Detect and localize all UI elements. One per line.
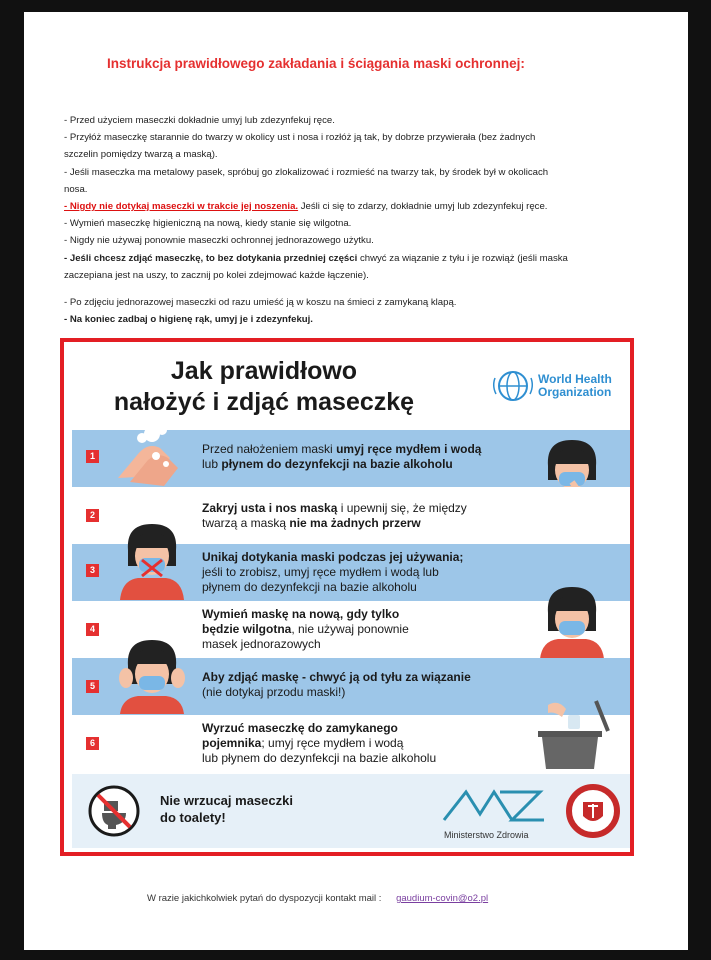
woman-no-touch-icon bbox=[116, 518, 188, 600]
instruction-line: - Nigdy nie używaj ponownie maseczki ochronnej jednorazowego użytku. bbox=[64, 235, 374, 247]
who-name-line: World Health bbox=[538, 372, 612, 386]
step-text-part: , nie używaj ponownie bbox=[291, 622, 409, 636]
contact-email-link[interactable]: gaudium-covin@o2.pl bbox=[396, 893, 489, 904]
who-name-line: Organization bbox=[538, 385, 612, 399]
step-text-part: płynem do dezynfekcji na bazie alkoholu bbox=[202, 580, 417, 594]
who-logo bbox=[492, 368, 612, 404]
step-text-bold: Wyrzuć maseczkę do zamykanego bbox=[202, 721, 398, 735]
poster-footer bbox=[72, 774, 630, 848]
step-text-part: ; umyj ręce mydłem i wodą bbox=[261, 736, 404, 750]
instruction-line: - Przed użyciem maseczki dokładnie umyj lub zdezynfekuj ręce. bbox=[64, 115, 335, 126]
contact-text: W razie jakichkolwiek pytań do dyspozycji kontakt mail : bbox=[147, 893, 382, 904]
step-number: 2 bbox=[86, 509, 99, 522]
woman-wet-mask-icon bbox=[532, 583, 612, 659]
document-title: Instrukcja prawidłowego zakładania i ściągania maski ochronnej: bbox=[107, 56, 525, 71]
step-text bbox=[202, 550, 463, 595]
step-text bbox=[202, 721, 436, 766]
step-text-bold: Zakryj usta i nos maską bbox=[202, 501, 338, 515]
step-text-part: twarzą a maską bbox=[202, 516, 290, 530]
poster-title-line: nałożyć i zdjąć maseczkę bbox=[113, 388, 415, 416]
no-toilet-icon bbox=[86, 783, 142, 839]
step-text-part: jeśli to zrobisz, umyj ręce mydłem i wodą lub bbox=[202, 565, 439, 579]
step-number: 6 bbox=[86, 737, 99, 750]
instruction-line: - Jeśli maseczka ma metalowy pasek, spróbuj go zlokalizować i rozmieść na twarzy tak, by środek był w okolicach bbox=[64, 166, 549, 178]
step-text-bold: płynem do dezynfekcji na bazie alkoholu bbox=[221, 457, 453, 471]
step-text-part: i upewnij się, że między bbox=[337, 501, 467, 515]
step-text bbox=[202, 670, 471, 700]
step-number: 1 bbox=[86, 450, 99, 463]
who-name bbox=[538, 373, 612, 399]
who-poster bbox=[60, 338, 634, 856]
poster-title-line: Jak prawidłowo bbox=[170, 357, 358, 385]
warning-line: do toalety! bbox=[160, 810, 226, 825]
step-text bbox=[202, 442, 481, 472]
warning-line: Nie wrzucaj maseczki bbox=[160, 793, 293, 808]
step-text-part: Przed nałożeniem maski bbox=[202, 442, 337, 456]
step-number: 4 bbox=[86, 623, 99, 636]
instruction-line: - Przyłóż maseczkę starannie do twarzy w okolicy ust i nosa i rozłóż ją tak, by dobrze przywierała (bez żadnych bbox=[64, 132, 536, 144]
red-warning: - Nigdy nie dotykaj maseczki w trakcie jej noszenia. bbox=[64, 201, 299, 213]
step-row-6 bbox=[72, 715, 630, 772]
health-fund-seal-icon bbox=[566, 784, 620, 838]
instruction-line: zaczepiana jest na uszy, to zacznij po kolei zdejmować każde łączenie). bbox=[64, 269, 369, 281]
trash-bin-icon bbox=[528, 695, 618, 771]
step-text-bold: pojemnika bbox=[202, 736, 262, 750]
step-text-bold: Aby zdjąć maskę - chwyć ją od tyłu za wiązanie bbox=[202, 670, 471, 684]
warning-rest: Jeśli ci się to zdarzy, dokładnie umyj lub zdezynfekuj ręce. bbox=[298, 201, 548, 213]
instruction-line: szczelin pomiędzy twarzą a maską). bbox=[64, 149, 218, 161]
step-text bbox=[202, 501, 467, 531]
globe-icon bbox=[492, 368, 534, 404]
step-text bbox=[202, 607, 409, 652]
removal-lead: - Jeśli chcesz zdjąć maseczkę, to bez dotykania przedniej części bbox=[64, 252, 358, 264]
step-text-bold: będzie wilgotna bbox=[202, 622, 292, 636]
step-text-part: (nie dotykaj przodu maski!) bbox=[202, 685, 346, 699]
poster-title bbox=[64, 356, 464, 418]
step-text-part: lub płynem do dezynfekcji na bazie alkoholu bbox=[202, 751, 437, 765]
step-number: 3 bbox=[86, 564, 99, 577]
hygiene-line: - Na koniec zadbaj o higienę rąk, umyj je i zdezynfekuj. bbox=[64, 314, 313, 326]
step-text-bold: Unikaj dotykania maski podczas jej używania; bbox=[202, 550, 464, 564]
step-text-part: masek jednorazowych bbox=[202, 637, 321, 651]
instruction-line: - Wymień maseczkę higieniczną na nową, kiedy stanie się wilgotna. bbox=[64, 218, 352, 230]
step-text-bold: Wymień maskę na nową, gdy tylko bbox=[202, 607, 400, 621]
removal-line bbox=[64, 250, 632, 267]
contact-line bbox=[147, 893, 488, 904]
instructions-list bbox=[64, 112, 632, 328]
instruction-line: - Po zdjęciu jednorazowej maseczki od razu umieść ją w koszu na śmieci z zamykaną klapą. bbox=[64, 297, 457, 309]
woman-remove-mask-icon bbox=[112, 634, 192, 714]
step-text-bold: nie ma żadnych przerw bbox=[289, 516, 421, 530]
no-toilet-warning bbox=[160, 792, 293, 826]
warning-line bbox=[64, 198, 632, 215]
step-row-1 bbox=[72, 430, 630, 487]
instruction-line: nosa. bbox=[64, 183, 88, 195]
removal-rest: chwyć za wiązanie z tyłu i je rozwiąż (jeśli maska bbox=[357, 252, 568, 264]
ministry-logo-icon bbox=[440, 786, 550, 826]
step-text-part: lub bbox=[202, 457, 222, 471]
step-number: 5 bbox=[86, 680, 99, 693]
handwash-icon bbox=[108, 424, 188, 488]
ministry-label: Ministerstwo Zdrowia bbox=[444, 830, 529, 840]
step-text-bold: umyj ręce mydłem i wodą bbox=[336, 442, 482, 456]
